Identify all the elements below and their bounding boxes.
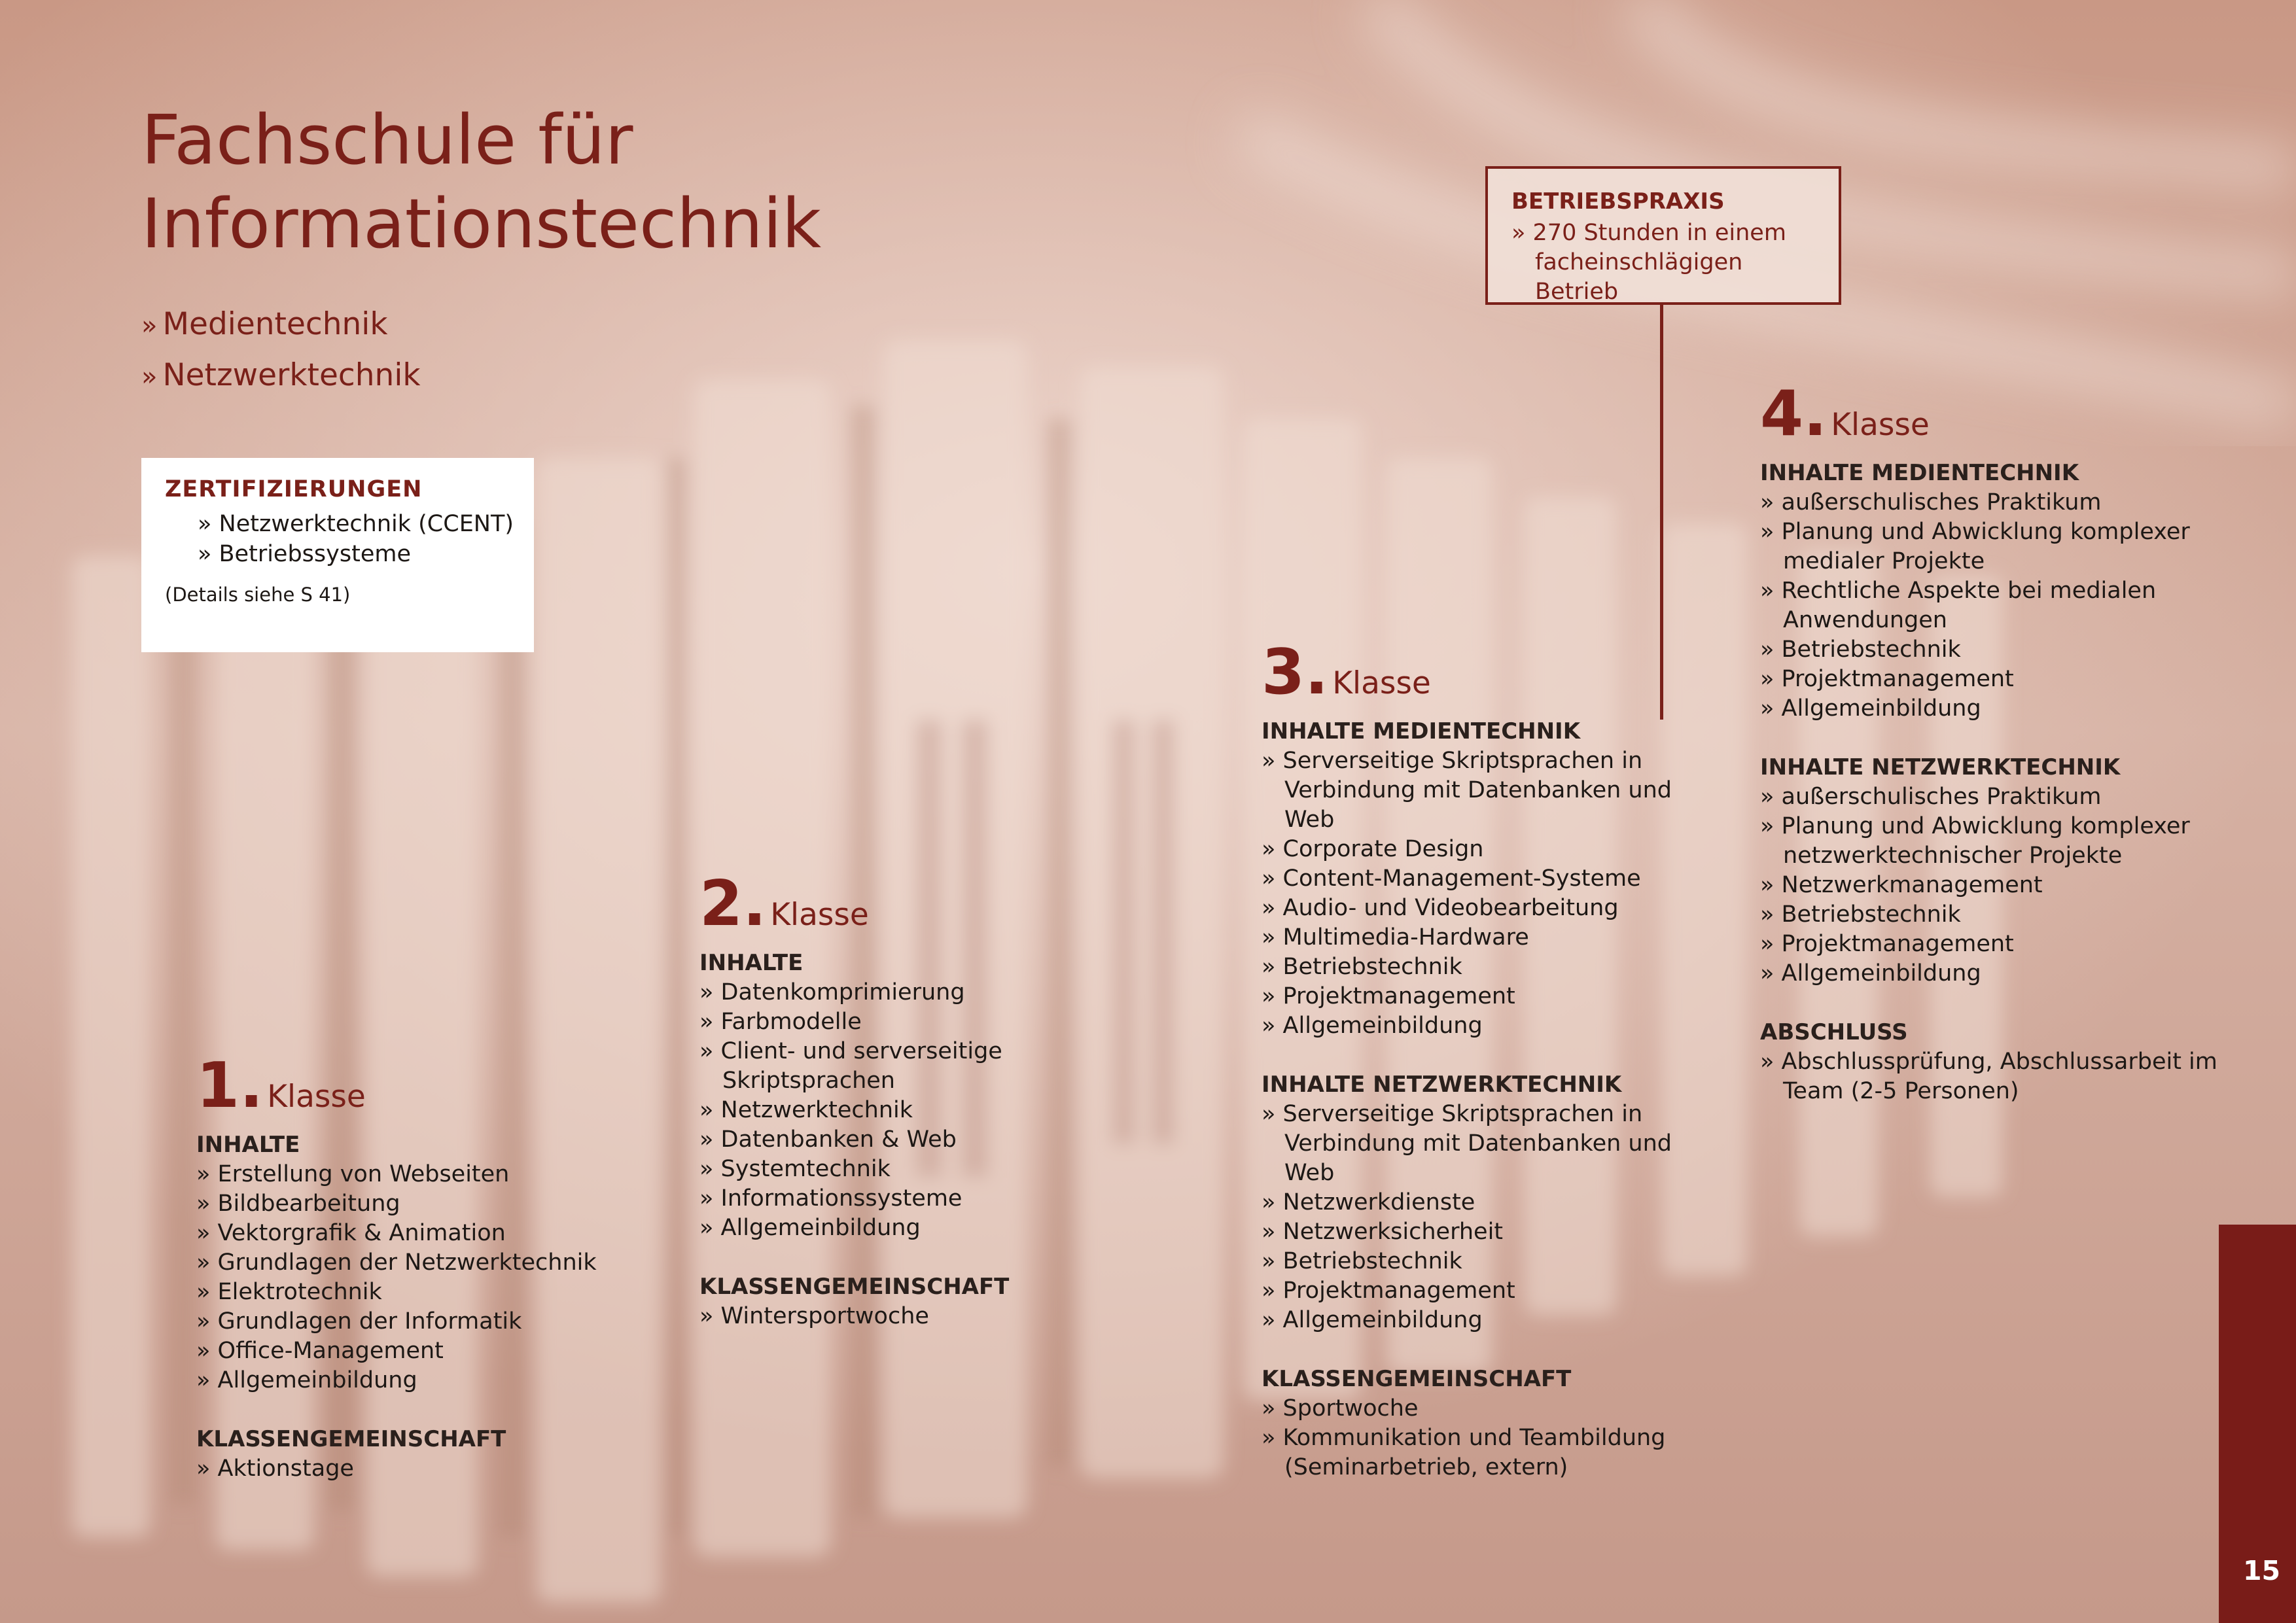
list-item: » außerschulisches Praktikum — [1760, 488, 2231, 517]
list-item: » Netzwerktechnik — [699, 1096, 1157, 1125]
page-title-line1: Fachschule für — [141, 100, 633, 180]
klasse-label: Klasse — [267, 1079, 366, 1115]
certification-item: » Netzwerktechnik (CCENT) — [198, 511, 514, 537]
section-heading: INHALTE NETZWERKTECHNIK — [1262, 1072, 1622, 1098]
list-item: » Netzwerkdienste — [1262, 1188, 1720, 1217]
klasse-heading — [196, 1050, 654, 1122]
specialization-item: » Netzwerktechnik — [141, 357, 421, 393]
klasse-1-block — [196, 1050, 654, 1513]
list-item: » Projektmanagement — [1760, 665, 2231, 694]
list-item: » Allgemeinbildung — [1760, 694, 2231, 724]
specialization-label: Medientechnik — [162, 306, 388, 342]
list-item: » Datenbanken & Web — [699, 1125, 1157, 1155]
page-title — [141, 98, 1123, 266]
list-item: » Kommunikation und Teambildung (Seminarbetrieb, extern) — [1262, 1423, 1720, 1482]
certifications-heading: ZERTIFIZIERUNGEN — [165, 476, 423, 502]
section-heading: KLASSENGEMEINSCHAFT — [1262, 1366, 1572, 1392]
list-item: » Betriebstechnik — [1760, 635, 2231, 665]
list-item: » Planung und Abwicklung komplexer medialer Projekte — [1760, 517, 2231, 576]
page-number: 15 — [2242, 1555, 2280, 1586]
list-item: » Elektrotechnik — [196, 1278, 654, 1307]
content-list — [1760, 782, 2231, 988]
list-item: » Informationssysteme — [699, 1184, 1157, 1213]
klasse-2-block — [699, 868, 1157, 1361]
section-heading: KLASSENGEMEINSCHAFT — [699, 1274, 1010, 1300]
klasse-4-block — [1760, 378, 2231, 1136]
list-item: » Allgemeinbildung — [1262, 1306, 1720, 1335]
betriebspraxis-text: » 270 Stunden in einem facheinschlägigen Betrieb — [1511, 220, 1786, 305]
content-list — [1262, 746, 1720, 1041]
list-item: » Abschlussprüfung, Abschlussarbeit im Team (2-5 Personen) — [1760, 1047, 2231, 1106]
section-heading: INHALTE — [196, 1132, 300, 1158]
list-item: » Betriebstechnik — [1262, 1247, 1720, 1276]
certifications-box — [141, 458, 534, 652]
section-heading: INHALTE MEDIENTECHNIK — [1760, 460, 2079, 486]
section-heading: INHALTE MEDIENTECHNIK — [1262, 718, 1581, 744]
list-item: » Client- und serverseitige Skriptsprachen — [699, 1037, 1157, 1096]
list-item: » Projektmanagement — [1760, 930, 2231, 959]
list-item: » Allgemeinbildung — [196, 1366, 654, 1395]
betriebspraxis-box — [1485, 166, 1841, 305]
list-item: » Grundlagen der Netzwerktechnik — [196, 1248, 654, 1278]
list-item: » Rechtliche Aspekte bei medialen Anwendungen — [1760, 576, 2231, 635]
list-item: » Allgemeinbildung — [1760, 959, 2231, 988]
content-list — [1760, 1047, 2231, 1106]
list-item: » Vektorgrafik & Animation — [196, 1219, 654, 1248]
list-item: » außerschulisches Praktikum — [1760, 782, 2231, 812]
list-item: » Serverseitige Skriptsprachen in Verbindung mit Datenbanken und Web — [1262, 1100, 1720, 1188]
content-list — [196, 1160, 654, 1395]
list-item: » Multimedia-Hardware — [1262, 923, 1720, 952]
list-item: » Grundlagen der Informatik — [196, 1307, 654, 1336]
list-item: » Systemtechnik — [699, 1155, 1157, 1184]
content-list — [1262, 1394, 1720, 1482]
klasse-heading — [1760, 378, 2231, 450]
specialization-list — [141, 300, 730, 402]
list-item: » Betriebstechnik — [1262, 952, 1720, 982]
page-number-tab — [2219, 1225, 2296, 1623]
list-item: » Datenkomprimierung — [699, 978, 1157, 1007]
list-item: » Office-Management — [196, 1336, 654, 1366]
list-item: » Allgemeinbildung — [699, 1213, 1157, 1243]
content-list — [699, 1302, 1157, 1331]
klasse-number: 1. — [196, 1050, 264, 1122]
list-item: » Allgemeinbildung — [1262, 1011, 1720, 1041]
section-heading: INHALTE — [699, 950, 804, 976]
list-item: » Audio- und Videobearbeitung — [1262, 894, 1720, 923]
list-item: » Aktionstage — [196, 1454, 654, 1484]
list-item: » Serverseitige Skriptsprachen in Verbindung mit Datenbanken und Web — [1262, 746, 1720, 835]
klasse-label: Klasse — [1831, 407, 1930, 443]
list-item: » Projektmanagement — [1262, 982, 1720, 1011]
list-item: » Netzwerkmanagement — [1760, 871, 2231, 900]
betriebspraxis-heading: BETRIEBSPRAXIS — [1511, 188, 1725, 215]
section-heading: ABSCHLUSS — [1760, 1019, 1908, 1045]
list-item: » Projektmanagement — [1262, 1276, 1720, 1306]
klasse-number: 2. — [699, 868, 767, 940]
content-list — [1262, 1100, 1720, 1335]
content-list — [699, 978, 1157, 1243]
certification-item: » Betriebssysteme — [198, 541, 411, 567]
list-item: » Planung und Abwicklung komplexer netzwerktechnischer Projekte — [1760, 812, 2231, 871]
klasse-heading — [1262, 637, 1720, 708]
list-item: » Netzwerksicherheit — [1262, 1217, 1720, 1247]
content-list — [1760, 488, 2231, 724]
section-heading: INHALTE NETZWERKTECHNIK — [1760, 754, 2121, 780]
list-item: » Erstellung von Webseiten — [196, 1160, 654, 1189]
section-heading: KLASSENGEMEINSCHAFT — [196, 1426, 506, 1452]
list-item: » Betriebstechnik — [1760, 900, 2231, 930]
klasse-heading — [699, 868, 1157, 940]
klasse-label: Klasse — [770, 897, 869, 933]
list-item: » Content-Management-Systeme — [1262, 864, 1720, 894]
specialization-item: » Medientechnik — [141, 306, 388, 342]
list-item: » Corporate Design — [1262, 835, 1720, 864]
list-item: » Bildbearbeitung — [196, 1189, 654, 1219]
klasse-label: Klasse — [1332, 665, 1431, 701]
klasse-number: 4. — [1760, 378, 1828, 450]
page-title-line2: Informationstechnik — [141, 184, 822, 264]
klasse-number: 3. — [1262, 637, 1329, 708]
list-item: » Sportwoche — [1262, 1394, 1720, 1423]
klasse-3-block — [1262, 637, 1720, 1512]
list-item: » Wintersportwoche — [699, 1302, 1157, 1331]
specialization-label: Netzwerktechnik — [162, 357, 421, 393]
certifications-note: (Details siehe S 41) — [165, 584, 351, 606]
content-list — [196, 1454, 654, 1484]
certifications-list — [165, 509, 514, 569]
list-item: » Farbmodelle — [699, 1007, 1157, 1037]
